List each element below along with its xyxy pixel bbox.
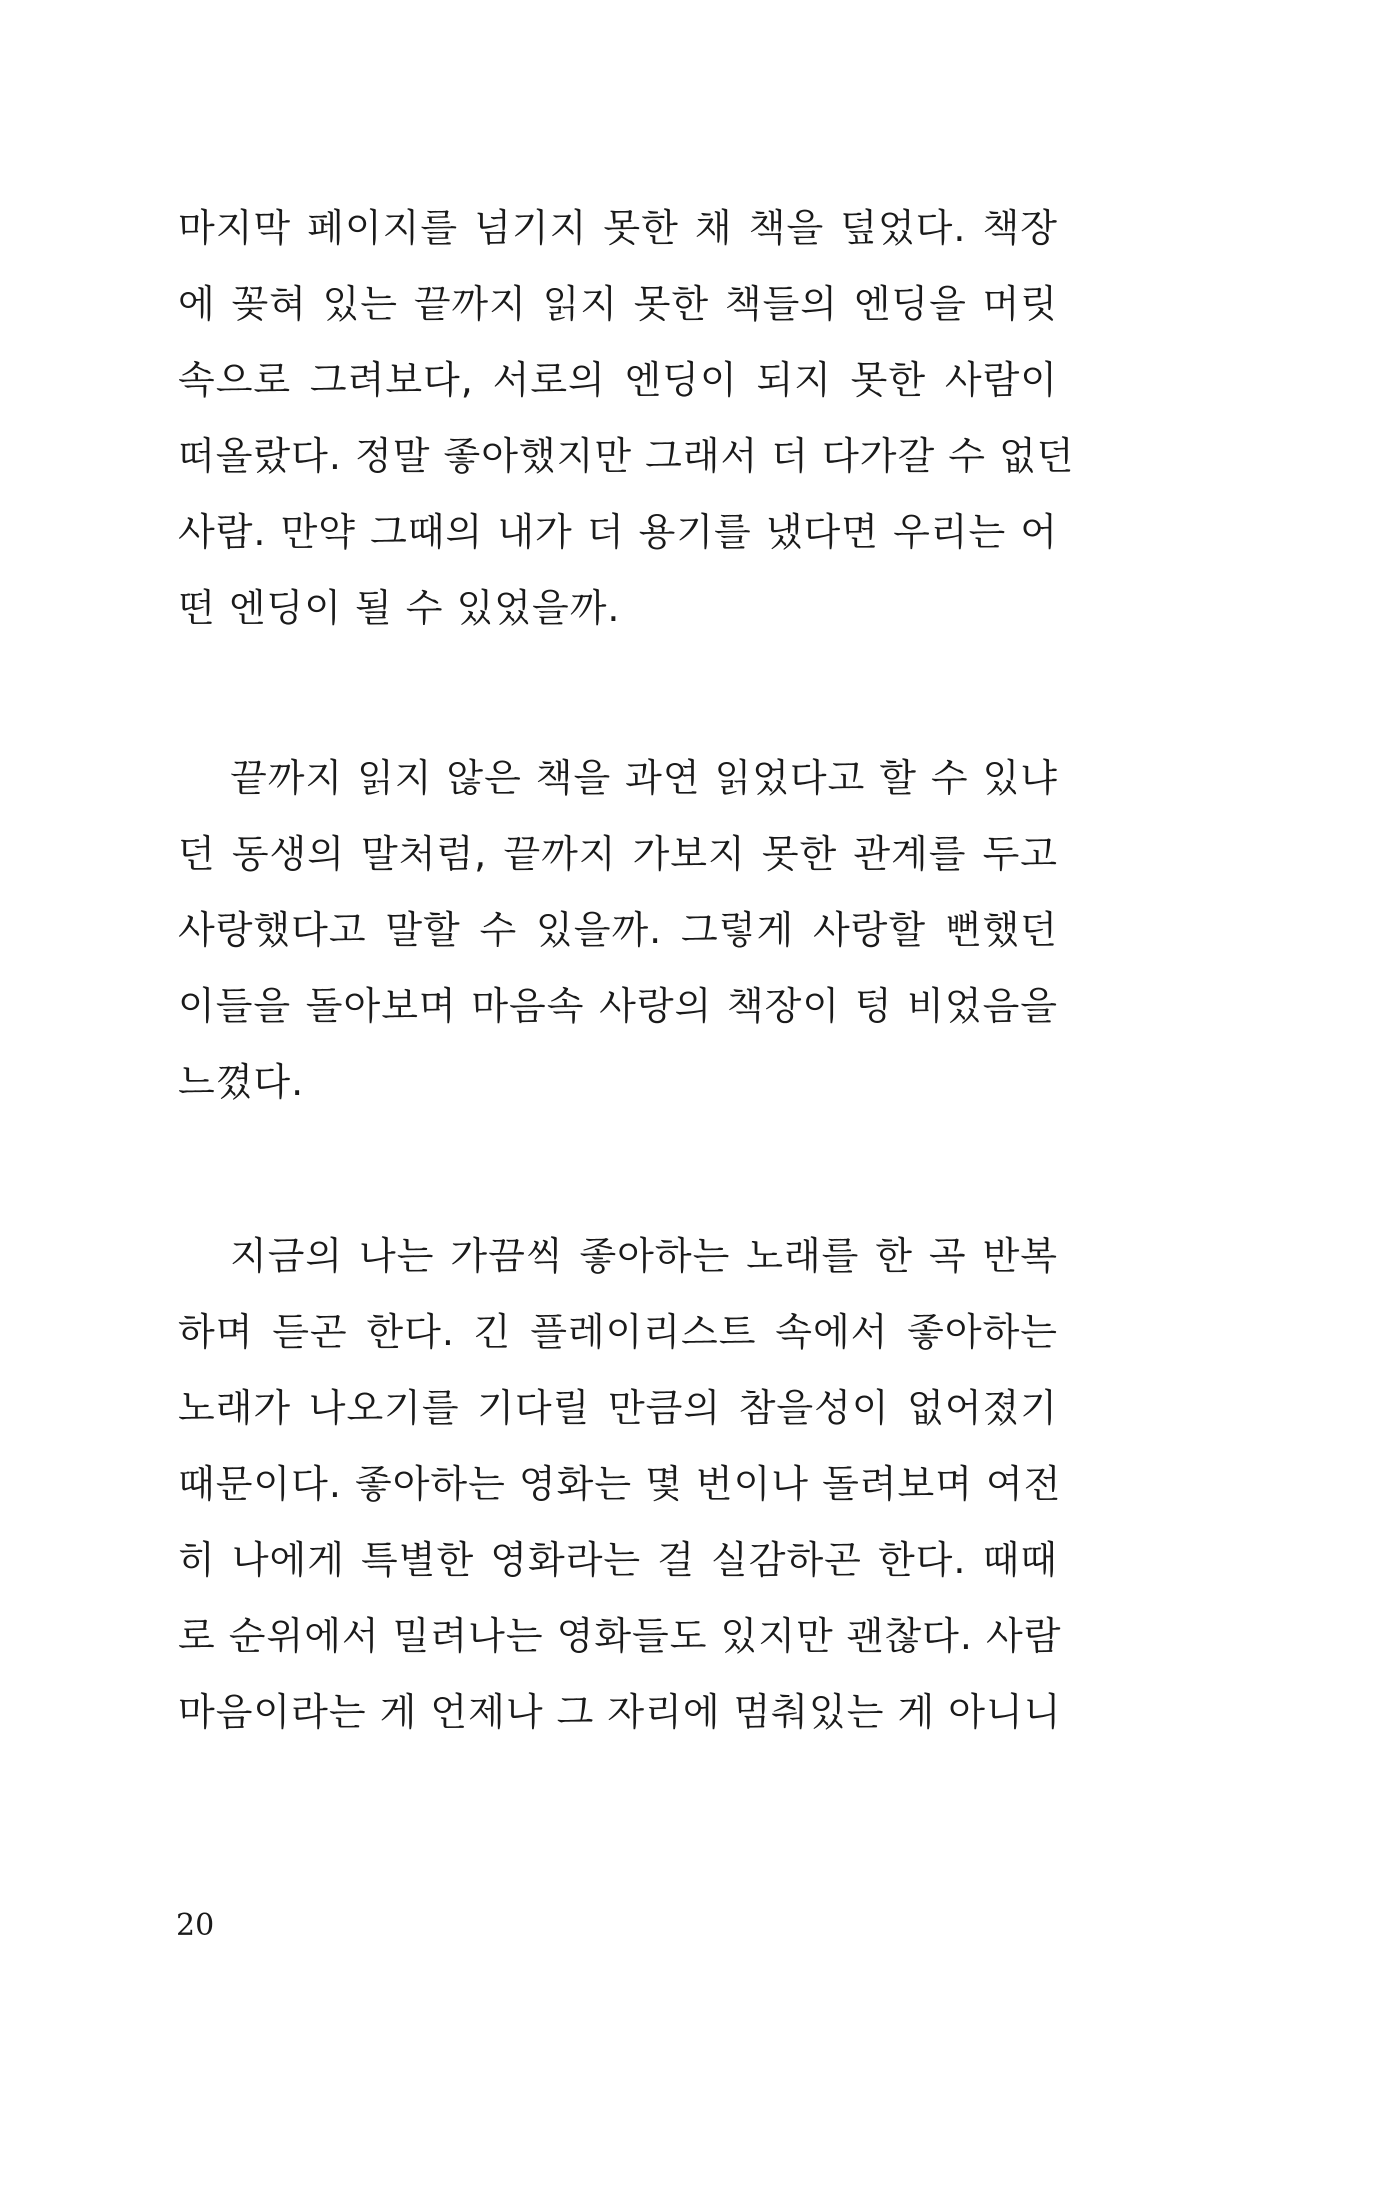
text-line: 사랑했다고 말할 수 있을까. 그렇게 사랑할 뻔했던: [178, 908, 1058, 952]
page-number: 20: [176, 1908, 215, 1943]
text-line: 지금의 나는 가끔씩 좋아하는 노래를 한 곡 반복: [230, 1234, 1058, 1278]
text-line: 노래가 나오기를 기다릴 만큼의 참을성이 없어졌기: [178, 1386, 1058, 1430]
paragraph-1: [178, 190, 1075, 646]
text-line: 로 순위에서 밀려나는 영화들도 있지만 괜찮다. 사람: [178, 1614, 1062, 1658]
text-line: 히 나에게 특별한 영화라는 걸 실감하곤 한다. 때때: [178, 1538, 1058, 1582]
text-line: 하며 듣곤 한다. 긴 플레이리스트 속에서 좋아하는: [178, 1310, 1058, 1354]
paragraph-3: [178, 1218, 1062, 1750]
text-line: 사람. 만약 그때의 내가 더 용기를 냈다면 우리는 어: [178, 510, 1058, 554]
text-line: 때문이다. 좋아하는 영화는 몇 번이나 돌려보며 여전: [178, 1462, 1062, 1506]
text-line: 에 꽂혀 있는 끝까지 읽지 못한 책들의 엔딩을 머릿: [178, 282, 1058, 326]
paragraph-2: [178, 740, 1058, 1120]
text-line: 속으로 그려보다, 서로의 엔딩이 되지 못한 사람이: [178, 358, 1058, 402]
text-line: 던 동생의 말처럼, 끝까지 가보지 못한 관계를 두고: [178, 832, 1058, 876]
text-line: 마음이라는 게 언제나 그 자리에 멈춰있는 게 아니니: [178, 1690, 1062, 1734]
text-line: 떤 엔딩이 될 수 있었을까.: [178, 586, 621, 630]
text-line: 이들을 돌아보며 마음속 사랑의 책장이 텅 비었음을: [178, 984, 1058, 1028]
text-line: 느꼈다.: [178, 1060, 305, 1104]
text-line: 끝까지 읽지 않은 책을 과연 읽었다고 할 수 있냐: [230, 756, 1058, 800]
text-line: 마지막 페이지를 넘기지 못한 채 책을 덮었다. 책장: [178, 206, 1058, 250]
text-line: 떠올랐다. 정말 좋아했지만 그래서 더 다가갈 수 없던: [178, 434, 1075, 478]
